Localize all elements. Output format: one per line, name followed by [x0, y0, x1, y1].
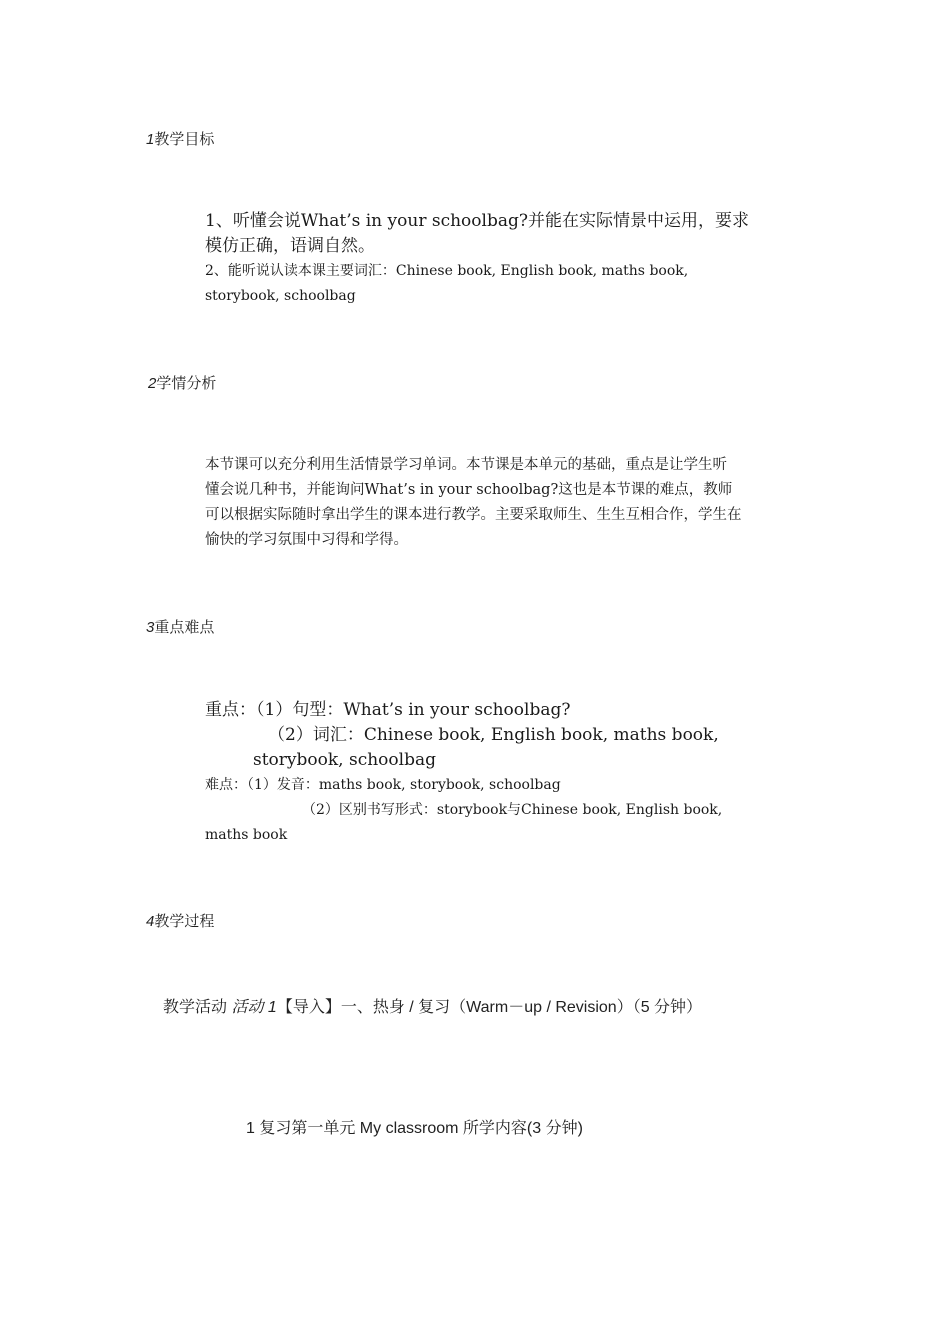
key-point-line-2: （2）词汇：Chinese book, English book, maths book, [268, 725, 719, 745]
objective-line-3: 2、能听说认读本课主要词汇：Chinese book, English book, maths book, [205, 263, 689, 279]
section-title: 教学目标 [154, 131, 215, 148]
section-number: 4 [146, 913, 155, 930]
section-heading-4 [146, 910, 214, 931]
analysis-line-3: 可以根据实际随时拿出学生的课本进行教学。主要采取师生、生生互相合作，学生在 [205, 507, 742, 523]
analysis-line-1: 本节课可以充分利用生活情景学习单词。本节课是本单元的基础，重点是让学生听 [205, 457, 727, 473]
section-number: 2 [148, 375, 157, 392]
analysis-line-2: 懂会说几种书，并能询问What’s in your schoolbag?这也是本节课的难点，教师 [205, 482, 733, 498]
objective-line-1: 1、听懂会说What’s in your schoolbag?并能在实际情景中运用，要求 [205, 211, 749, 231]
difficulty-line-1: 难点：（1）发音：maths book, storybook, schoolbag [205, 777, 561, 793]
section-heading-2 [148, 372, 216, 393]
analysis-line-4: 愉快的学习氛围中习得和学得。 [205, 532, 408, 548]
key-point-line-3: storybook, schoolbag [253, 750, 436, 770]
key-point-line-1: 重点：（1）句型：What’s in your schoolbag? [205, 700, 571, 720]
activity-label: 活动 1 [231, 999, 277, 1016]
section-number: 3 [146, 619, 155, 636]
section-heading-3 [146, 616, 214, 637]
objective-line-2: 模仿正确，语调自然。 [205, 236, 375, 256]
section-title: 学情分析 [156, 375, 217, 392]
difficulty-line-2: （2）区别书写形式：storybook与Chinese book, English book, [302, 802, 723, 818]
activity-text: 【导入】一、热身 / 复习（Warm－up / Revision）（5 分钟） [276, 999, 703, 1016]
section-number: 1 [146, 131, 155, 148]
process-step-1: 1 复习第一单元 My classroom 所学内容(3 分钟) [246, 1120, 583, 1137]
difficulty-line-3: maths book [205, 827, 288, 843]
section-title: 重点难点 [154, 619, 215, 636]
section-title: 教学过程 [154, 913, 215, 930]
activity-heading [163, 994, 702, 1017]
section-heading-1 [146, 128, 214, 149]
activity-prefix: 教学活动 [163, 999, 232, 1016]
objective-line-4: storybook, schoolbag [205, 288, 356, 304]
